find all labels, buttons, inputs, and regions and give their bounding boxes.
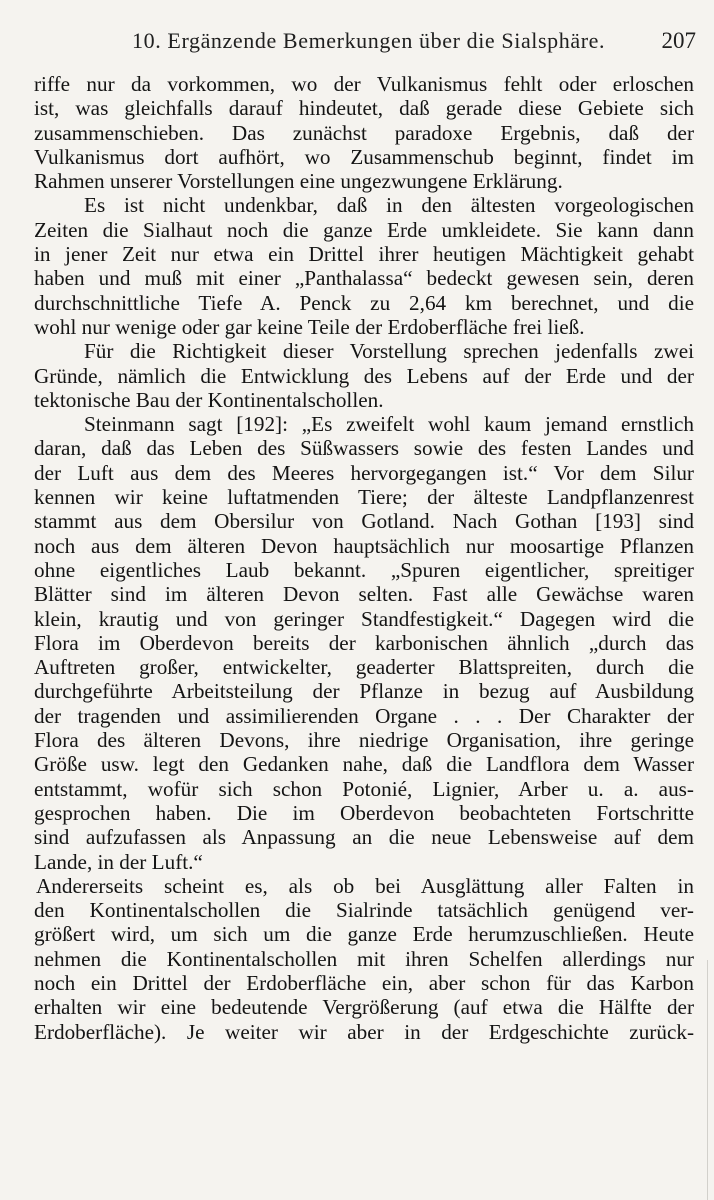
text-line: in jener Zeit nur etwa ein Drittel ihrer heutigen Mächtigkeit gehabt [34, 242, 694, 267]
text-line: noch ein Drittel der Erdoberfläche ein, aber schon für das Karbon [34, 970, 694, 995]
text-line: Andererseits scheint es, als ob bei Ausglättung aller Falten in [36, 873, 694, 898]
text-line: daran, daß das Leben des Süßwassers sowie des festen Landes und [34, 436, 694, 461]
text-line: durchschnittliche Tiefe A. Penck zu 2,64 km berechnet, und die [34, 290, 694, 315]
text-line: Auftreten großer, entwickelter, geaderter Blattspreiten, durch die [34, 655, 694, 680]
text-line: Rahmen unserer Vorstellungen eine ungezwungene Erklärung. [34, 169, 563, 194]
text-line: wohl nur wenige oder gar keine Teile der Erdoberfläche frei ließ. [34, 314, 585, 339]
text-line: tektonische Bau der Kontinentalschollen. [34, 387, 384, 412]
text-line: gesprochen haben. Die im Oberdevon beobachteten Fortschritte [34, 800, 694, 825]
text-line: Vulkanismus dort aufhört, wo Zusammenschub beginnt, findet im [34, 144, 694, 169]
body-text [34, 72, 694, 1044]
text-line: entstammt, wofür sich schon Potonié, Lignier, Arber u. a. aus- [34, 776, 694, 801]
text-line: Flora im Oberdevon bereits der karbonischen ähnlich „durch das [34, 630, 694, 655]
text-line: Flora des älteren Devons, ihre niedrige Organisation, ihre geringe [34, 728, 694, 753]
text-line: durchgeführte Arbeitsteilung der Pflanze in bezug auf Ausbildung [34, 679, 694, 704]
text-line: kennen wir keine luftatmenden Tiere; der älteste Landpflanzenrest [34, 485, 694, 510]
text-line: erhalten wir eine bedeutende Vergrößerung (auf etwa die Hälfte der [34, 995, 694, 1020]
text-line: nehmen die Kontinentalschollen mit ihren Schelfen allerdings nur [34, 946, 694, 971]
text-line: riffe nur da vorkommen, wo der Vulkanismus fehlt oder erloschen [34, 72, 694, 96]
text-line: Für die Richtigkeit dieser Vorstellung sprechen jedenfalls zwei [84, 339, 694, 364]
chapter-running-title: 10. Ergänzende Bemerkungen über die Sialsphäre. [132, 28, 606, 53]
text-line: den Kontinentalschollen die Sialrinde tatsächlich genügend ver- [34, 898, 694, 923]
text-line: ohne eigentliches Laub bekannt. „Spuren eigentlicher, spreitiger [34, 557, 694, 582]
text-line: der tragenden und assimilierenden Organe . . . Der Charakter der [34, 703, 694, 728]
text-line: haben und muß mit einer „Panthalassa“ bedeckt gewesen sein, deren [34, 266, 694, 291]
text-line: stammt aus dem Obersilur von Gotland. Nach Gothan [193] sind [34, 509, 694, 534]
text-line: Zeiten die Sialhaut noch die ganze Erde umkleidete. Sie kann dann [34, 217, 694, 242]
running-header [0, 22, 714, 62]
text-line: klein, krautig und von geringer Standfestigkeit.“ Dagegen wird die [34, 606, 694, 631]
page-edge-shadow [707, 960, 714, 1200]
text-line: größert wird, um sich um die ganze Erde herumzuschließen. Heute [34, 922, 694, 947]
text-line: Steinmann sagt [192]: „Es zweifelt wohl kaum jemand ernstlich [84, 412, 694, 437]
text-line: Lande, in der Luft.“ [34, 849, 203, 874]
text-line: Blätter sind im älteren Devon selten. Fast alle Gewächse waren [34, 582, 694, 607]
text-line: zusammenschieben. Das zunächst paradoxe Ergebnis, daß der [34, 120, 694, 145]
text-line: Größe usw. legt den Gedanken nahe, daß die Landflora dem Wasser [34, 752, 694, 777]
text-line: Gründe, nämlich die Entwicklung des Lebens auf der Erde und der [34, 363, 694, 388]
text-line: der Luft aus dem des Meeres hervorgegangen ist.“ Vor dem Silur [34, 460, 694, 485]
text-line: ist, was gleichfalls darauf hindeutet, daß gerade diese Gebiete sich [34, 96, 694, 121]
page-number: 207 [661, 28, 696, 53]
text-line: sind aufzufassen als Anpassung an die neue Lebensweise auf dem [34, 825, 694, 850]
text-line: noch aus dem älteren Devon hauptsächlich nur moosartige Pflanzen [34, 533, 694, 558]
text-line: Es ist nicht undenkbar, daß in den ältesten vorgeologischen [84, 193, 694, 218]
text-line: Erdoberfläche). Je weiter wir aber in der Erdgeschichte zurück- [34, 1019, 694, 1044]
